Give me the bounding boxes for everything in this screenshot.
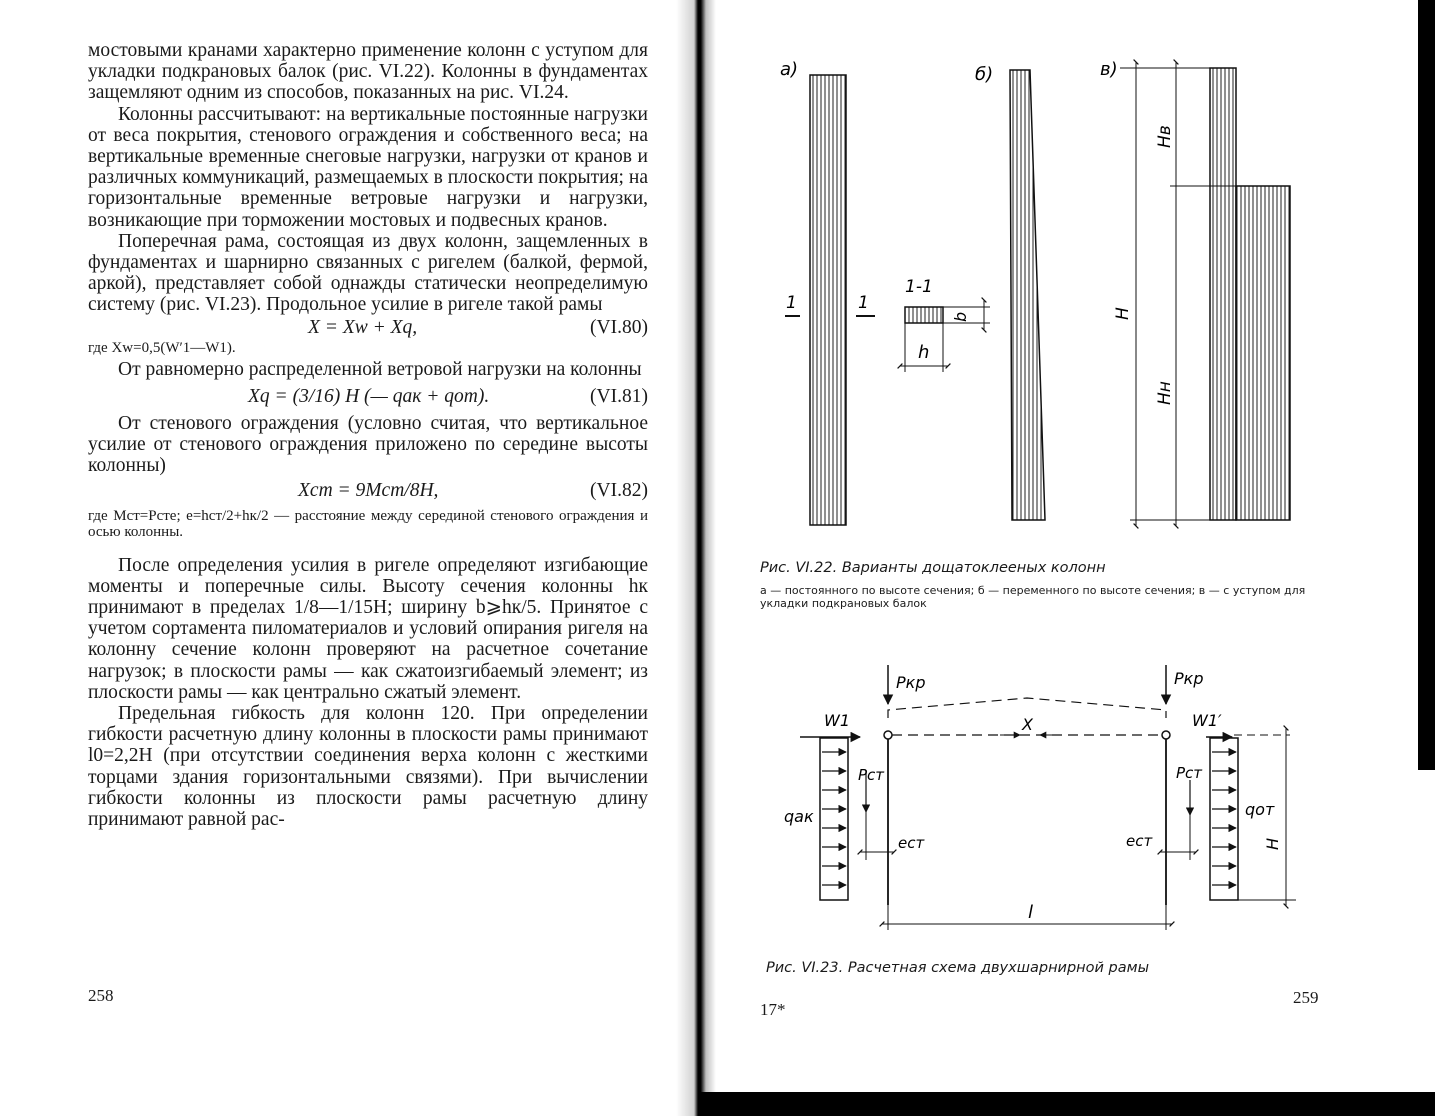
label-section: 1-1 xyxy=(905,277,933,297)
column-b xyxy=(1010,70,1045,520)
label-b-dim: b xyxy=(951,311,970,322)
label-w1-prime: W1′ xyxy=(1192,711,1222,730)
equation-expression: Xq = (3/16) H (— qак + qот). xyxy=(248,385,490,407)
label-est-left: eст xyxy=(898,834,925,852)
wind-load-arrows xyxy=(822,752,1236,885)
equation-number: (VI.81) xyxy=(590,385,648,407)
label-pkr-right: Pкр xyxy=(1174,669,1204,688)
paragraph-1: мостовыми кранами характерно применение колонн с уступом для укладки подкрановых балок (рис. VI.22). Колонны в фундаментах защемляют одним из способов, показанных на рис. VI.24. xyxy=(88,40,648,104)
left-text-column xyxy=(88,40,648,830)
label-cut-right: 1 xyxy=(858,293,869,313)
equation-expression: Xст = 9Mст/8H, xyxy=(298,480,439,502)
paragraph-4: От равномерно распределенной ветровой нагрузки на колонны xyxy=(118,359,642,381)
right-page xyxy=(700,0,1435,1116)
paragraph-3: Поперечная рама, состоящая из двух колонн, защемленных в фундаментах и шарнирно связанных с ригелем (балкой, фермой, аркой), представляет собой однажды статически неопределимую систему (рис. VI.23). Продольное усилие в ригеле такой рамы xyxy=(88,230,648,316)
paragraph-5: От стенового ограждения (условно считая, что вертикальное усилие от стенового ограждения приложено по середине высоты колонны) xyxy=(88,412,648,477)
label-pkr-left: Pкр xyxy=(896,673,926,692)
label-h-frame: H xyxy=(1263,837,1282,850)
label-x: X xyxy=(1022,715,1033,734)
equation-number: (VI.82) xyxy=(590,480,648,502)
equation-vi-82 xyxy=(88,480,648,501)
paragraph-6: После определения усилия в ригеле определяют изгибающие моменты и поперечные силы. Высоту сечения колонны hк принимают в пределах 1/8—1/15H; ширину b⩾hк/5. Принятое с учетом сортамента пиломатериалов и условий опирания ригеля на колонну сечение колонн проверяют на расчетное сочетание нагрузок; в плоскости рамы — как сжатоизгибаемый элемент; из плоскости рамы — как центрально сжатый элемент. xyxy=(88,554,648,703)
section-1-1 xyxy=(900,300,990,372)
label-qot: qот xyxy=(1245,800,1275,819)
label-est-right: eст xyxy=(1126,832,1153,850)
page-number-left: 258 xyxy=(88,986,114,1005)
signature-mark: 17* xyxy=(760,1000,786,1019)
label-H: H xyxy=(1113,307,1133,320)
equation-number: (VI.80) xyxy=(590,316,648,338)
label-a: а) xyxy=(780,59,799,80)
page-number-right: 259 xyxy=(1293,988,1319,1007)
label-cut-left: 1 xyxy=(786,293,797,313)
paragraph-2: Колонны рассчитывают: на вертикальные постоянные нагрузки от веса покрытия, стенового ограждения и собственного веса; на вертикальные временные снеговые нагрузки, нагрузки от кранов и различных коммуникаций, размещаемых в плоскости покрытия; на горизонтальные временные ветровые нагрузки и нагрузки, возникающие при торможении мостовых и подвесных кранов. xyxy=(88,103,648,231)
label-v: в) xyxy=(1100,59,1118,80)
label-hv: Hв xyxy=(1155,125,1175,148)
frame-scheme xyxy=(800,665,1296,930)
equation-vi-80 xyxy=(88,317,648,338)
equation-vi-81 xyxy=(88,386,648,407)
where-clause-2: где Mст=Pстe; e=hст/2+hк/2 — расстояние между серединой стенового ограждения и осью колонны. xyxy=(88,507,648,541)
figure-23-caption: Рис. VI.23. Расчетная схема двухшарнирной рамы xyxy=(766,960,1150,976)
figures-canvas xyxy=(700,0,1435,1090)
equation-expression: X = Xw + Xq, xyxy=(308,316,418,338)
column-v xyxy=(1120,62,1290,526)
figure-22-caption: Рис. VI.22. Варианты дощатоклееных колонн xyxy=(760,560,1106,576)
label-pst-right: Pст xyxy=(1176,764,1203,782)
label-qak: qак xyxy=(784,807,814,826)
label-l: l xyxy=(1028,902,1034,923)
figure-22-note: а — постоянного по высоте сечения; б — переменного по высоте сечения; в — с уступом для укладки подкрановых балок xyxy=(760,584,1306,610)
paragraph-7: Предельная гибкость для колонн 120. При определении гибкости расчетную длину колонны в плоскости рамы принимают l0=2,2H (при отсутствии соединения верха колонн с жесткими торцами здания горизонтальными связями). При вычислении гибкости колонны из плоскости рамы расчетную длину принимают равной рас- xyxy=(88,702,648,830)
label-b: б) xyxy=(975,64,994,85)
label-hn: Hн xyxy=(1155,381,1175,405)
left-page xyxy=(0,0,700,1116)
label-w1: W1 xyxy=(824,711,850,730)
label-pst-left: Pст xyxy=(858,766,885,784)
where-clause-1: где Xw=0,5(W′1—W1). xyxy=(88,339,236,356)
label-h: h xyxy=(918,342,930,363)
